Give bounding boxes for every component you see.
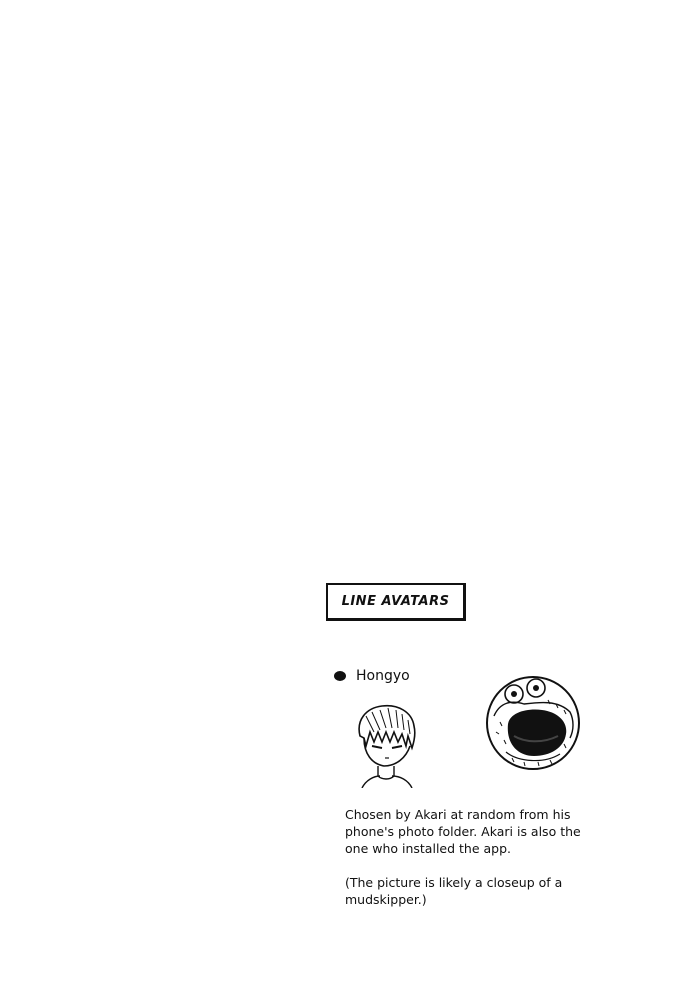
mudskipper-closeup-icon bbox=[484, 674, 582, 772]
entry-header bbox=[334, 668, 410, 684]
note-line: mudskipper.) bbox=[345, 892, 427, 907]
bullet-dot-icon bbox=[334, 671, 346, 681]
boy-portrait-icon bbox=[352, 702, 424, 788]
section-title: LINE AVATARS bbox=[341, 594, 450, 609]
caption-line: phone's photo folder. Akari is also the bbox=[345, 824, 581, 839]
entry-name: Hongyo bbox=[356, 668, 410, 684]
avatar-caption bbox=[345, 806, 605, 908]
section-title-box bbox=[326, 583, 466, 621]
caption-paragraph bbox=[345, 806, 605, 857]
caption-line: Chosen by Akari at random from his bbox=[345, 807, 571, 822]
note-paragraph bbox=[345, 874, 605, 908]
caption-line: one who installed the app. bbox=[345, 841, 512, 856]
note-line: (The picture is likely a closeup of a bbox=[345, 875, 563, 890]
